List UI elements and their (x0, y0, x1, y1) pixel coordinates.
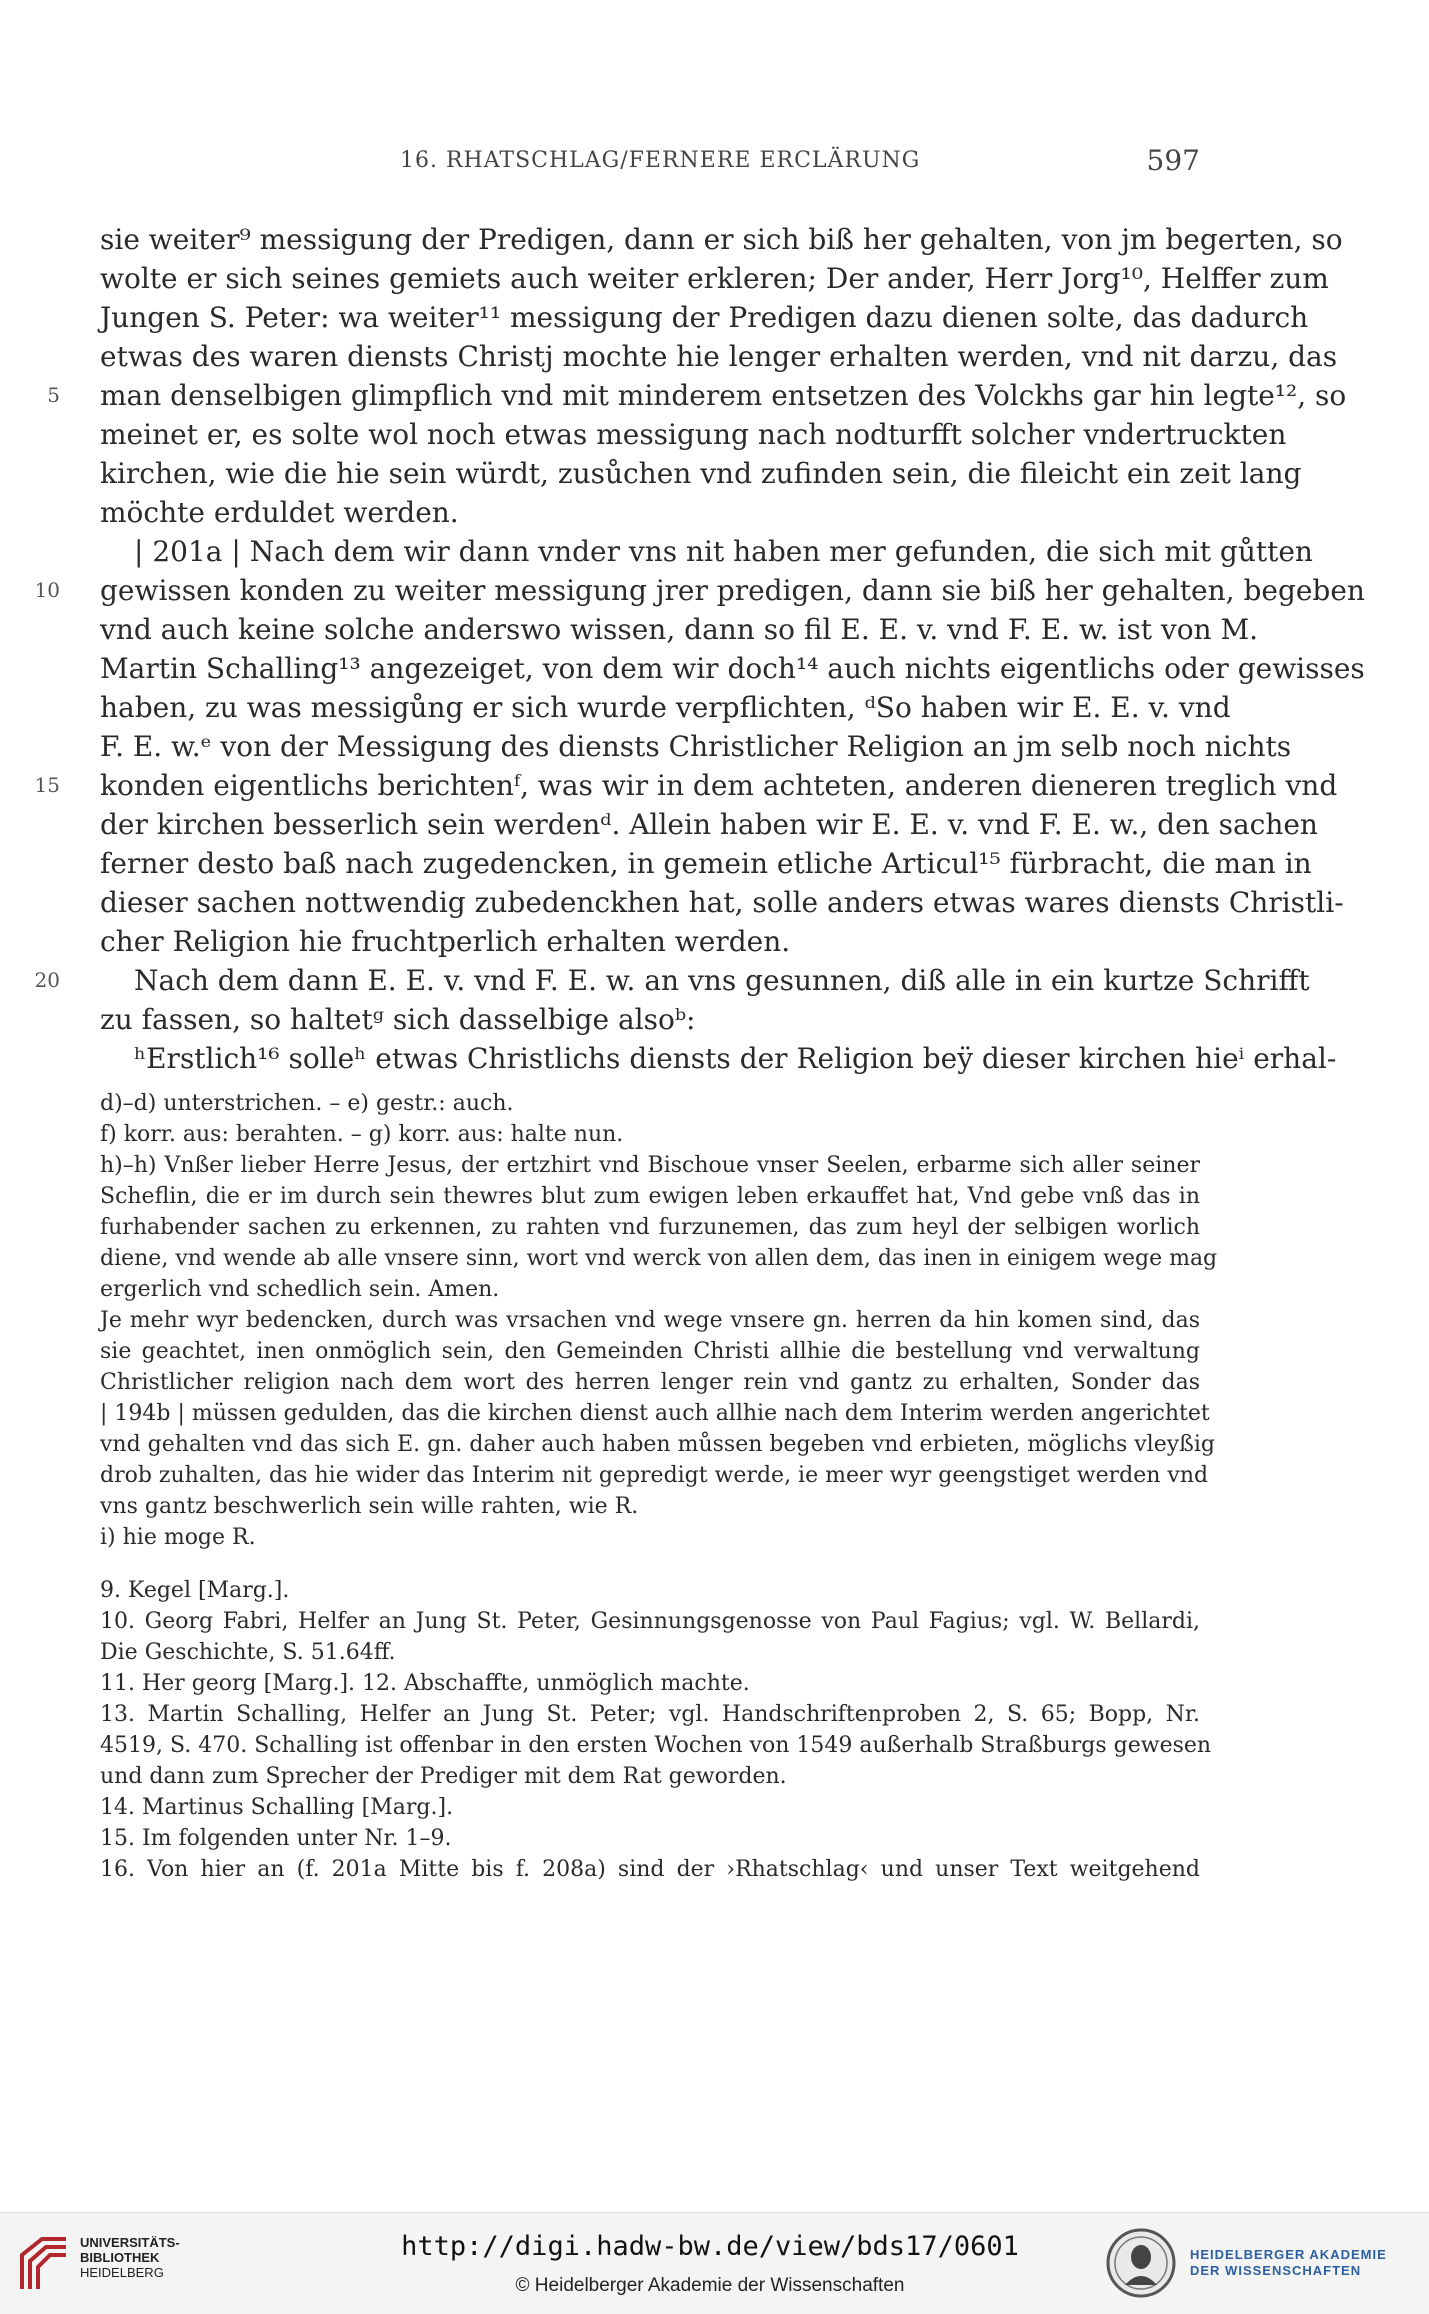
apparatus-line (100, 1212, 1200, 1243)
footnote-line (100, 1668, 1200, 1699)
apparatus-line-text: Je mehr wyr bedencken, durch was vrsachen vnd wege vnsere gn. herren da hin komen sind, das (100, 1308, 1200, 1333)
footnote-line (100, 1699, 1200, 1730)
apparatus-line (100, 1522, 1200, 1553)
apparatus-line-text: vns gantz beschwerlich sein wille rahten, wie R. (100, 1494, 639, 1519)
apparatus-line (100, 1336, 1200, 1367)
apparatus-line (100, 1119, 1200, 1150)
academy-name: HEIDELBERGER AKADEMIE DER WISSENSCHAFTEN (1190, 2247, 1387, 2278)
page-header (100, 144, 1200, 188)
apparatus-line (100, 1305, 1200, 1336)
line-text: sie weiter⁹ messigung der Predigen, dann er sich biß her gehalten, von jm begerten, so (100, 223, 1343, 256)
footnote-line-text: 4519, S. 470. Schalling ist offenbar in den ersten Wochen von 1549 außerhalb Straßburgs gewesen (100, 1733, 1212, 1758)
text-line (100, 298, 1309, 337)
text-line (100, 259, 1329, 298)
line-text: konden eigentlichs berichtenᶠ, was wir in dem achteten, anderen dieneren treglich vnd (100, 769, 1338, 802)
text-line (100, 493, 1200, 532)
line-text: dieser sachen nottwendig zubedenckhen hat, solle anders etwas wares diensts Christli- (100, 886, 1344, 919)
text-line (34, 766, 1338, 805)
line-text: möchte erduldet werden. (100, 496, 459, 529)
footnote-line-text: Die Geschichte, S. 51.64ff. (100, 1640, 396, 1665)
copyright-notice: © Heidelberger Akademie der Wissenschaften (515, 2275, 905, 2296)
apparatus-line-text: | 194b | müssen gedulden, das die kirchen dienst auch allhie nach dem Interim werden angerichtet (100, 1401, 1210, 1426)
footnote-line-text: 14. Martinus Schalling [Marg.]. (100, 1795, 454, 1820)
text-line (100, 727, 1292, 766)
footnote-line (100, 1792, 1200, 1823)
line-number: 5 (47, 383, 60, 407)
academy-seal-icon (1105, 2227, 1177, 2299)
text-line (100, 1039, 1337, 1078)
text-line (100, 610, 1259, 649)
apparatus-line-text: Christlicher religion nach dem wort des herren lenger rein vnd gantz zu erhalten, Sonder das (100, 1370, 1200, 1395)
text-line (100, 337, 1338, 376)
footnote-line (100, 1637, 1200, 1668)
line-text: etwas des waren diensts Christj mochte hie lenger erhalten werden, vnd nit darzu, das (100, 340, 1338, 373)
text-line (100, 883, 1344, 922)
main-text (34, 220, 1365, 1078)
line-text: man denselbigen glimpflich vnd mit minderem entsetzen des Volckhs gar hin legte¹², so (100, 379, 1347, 412)
apparatus-line-text: i) hie moge R. (100, 1525, 256, 1550)
footnote-line-text: 10. Georg Fabri, Helfer an Jung St. Peter, Gesinnungsgenosse von Paul Fagius; vgl. W. Bellardi, (100, 1609, 1200, 1634)
footnote-line-text: 16. Von hier an (f. 201a Mitte bis f. 208a) sind der ›Rhatschlag‹ und unser Text weitgehend (100, 1857, 1200, 1882)
footnote-line-text: 9. Kegel [Marg.]. (100, 1578, 290, 1603)
footnote-line (100, 1730, 1212, 1761)
text-line (100, 922, 1200, 961)
apparatus-line-text: d)–d) unterstrichen. – e) gestr.: auch. (100, 1091, 514, 1116)
notes-section (100, 1088, 1218, 1885)
apparatus-line (100, 1367, 1200, 1398)
footnote-line-text: 15. Im folgenden unter Nr. 1–9. (100, 1826, 452, 1851)
line-text: kirchen, wie die hie sein würdt, zusůchen vnd zufinden sein, die fileicht ein zeit lang (100, 457, 1302, 490)
text-line (100, 415, 1287, 454)
line-text: haben, zu was messigůng er sich wurde verpflichten, ᵈSo haben wir E. E. v. vnd (100, 691, 1231, 724)
apparatus-line (100, 1274, 1200, 1305)
viewer-footer (0, 2212, 1429, 2314)
line-text: Nach dem dann E. E. v. vnd F. E. w. an vns gesunnen, diß alle in ein kurtze Schrifft (134, 964, 1310, 997)
apparatus-line-text: furhabender sachen zu erkennen, zu rahten vnd furzunemen, das zum heyl der selbigen worlich (100, 1215, 1200, 1240)
footnotes (100, 1575, 1212, 1885)
university-library-logo-icon (16, 2233, 72, 2293)
text-line (100, 532, 1313, 571)
footnote-line (100, 1606, 1200, 1637)
apparatus-line-text: Scheflin, die er im durch sein thewres blut zum ewigen leben erkauffet hat, Vnd gebe vnß das in (100, 1184, 1200, 1209)
line-text: wolte er sich seines gemiets auch weiter erkleren; Der ander, Herr Jorg¹⁰, Helffer zum (100, 262, 1329, 295)
apparatus-line (100, 1150, 1200, 1181)
apparatus-line-text: sie geachtet, inen onmöglich sein, den Gemeinden Christi allhie die bestellung vnd verwaltung (100, 1339, 1200, 1364)
apparatus-line-text: vnd gehalten vnd das sich E. gn. daher auch haben můssen begeben vnd erbieten, möglichs vleyßig (100, 1432, 1215, 1457)
line-text: F. E. w.ᵉ von der Messigung des diensts Christlicher Religion an jm selb noch nichts (100, 730, 1292, 763)
running-title: 16. RHATSCHLAG/FERNERE ERCLÄRUNG (400, 148, 921, 173)
line-text: der kirchen besserlich sein werdenᵈ. Allein haben wir E. E. v. vnd F. E. w., den sachen (100, 808, 1318, 841)
line-number: 20 (34, 968, 60, 992)
text-line (100, 454, 1302, 493)
footnote-line (100, 1575, 1200, 1606)
text-line (100, 649, 1365, 688)
line-text: zu fassen, so haltetᵍ sich dasselbige alsoᵇ: (100, 1003, 696, 1036)
text-line (34, 961, 1310, 1000)
text-line (100, 805, 1318, 844)
footnote-line (100, 1823, 1200, 1854)
line-text: | 201a | Nach dem wir dann vnder vns nit haben mer gefunden, die sich mit gůtten (134, 535, 1313, 568)
apparatus-line-text: f) korr. aus: berahten. – g) korr. aus: halte nun. (100, 1122, 624, 1147)
apparatus-line (100, 1398, 1210, 1429)
page-number: 597 (1146, 144, 1200, 177)
line-text: meinet er, es solte wol noch etwas messigung nach nodturfft solcher vndertruckten (100, 418, 1287, 451)
apparatus-line-text: diene, vnd wende ab alle vnsere sinn, wort vnd werck von allen dem, das inen in einigem wege mag (100, 1246, 1218, 1271)
line-text: ferner desto baß nach zugedencken, in gemein etliche Articul¹⁵ fürbracht, die man in (100, 847, 1312, 880)
apparatus-line (100, 1460, 1209, 1491)
text-line (100, 844, 1312, 883)
line-text: cher Religion hie fruchtperlich erhalten werden. (100, 925, 791, 958)
line-text: vnd auch keine solche anderswo wissen, dann so fil E. E. v. vnd F. E. w. ist von M. (100, 613, 1259, 646)
text-line (47, 376, 1347, 415)
line-number: 10 (34, 578, 60, 602)
footnote-line (100, 1761, 1200, 1792)
text-line (34, 571, 1365, 610)
line-text: ʰErstlich¹⁶ solleʰ etwas Christlichs diensts der Religion beÿ dieser kirchen hieⁱ erhal- (134, 1042, 1337, 1075)
line-text: gewissen konden zu weiter messigung jrer predigen, dann sie biß her gehalten, begeben (100, 574, 1365, 607)
text-line (100, 1000, 1200, 1039)
footnote-line-text: 13. Martin Schalling, Helfer an Jung St. Peter; vgl. Handschriftenproben 2, S. 65; Bopp, Nr. (100, 1702, 1200, 1727)
text-line (100, 220, 1343, 259)
apparatus-line (100, 1491, 1200, 1522)
critical-apparatus (100, 1088, 1218, 1553)
footnote-line (100, 1854, 1200, 1885)
text-line (100, 688, 1231, 727)
footnote-line-text: und dann zum Sprecher der Prediger mit dem Rat geworden. (100, 1764, 787, 1789)
apparatus-line (100, 1088, 1200, 1119)
apparatus-line-text: drob zuhalten, das hie wider das Interim nit gepredigt werde, ie meer wyr geengstiget werden vnd (100, 1463, 1209, 1488)
apparatus-line-text: h)–h) Vnßer lieber Herre Jesus, der ertzhirt vnd Bischoue vnser Seelen, erbarme sich aller seiner (100, 1153, 1200, 1178)
apparatus-line (100, 1243, 1218, 1274)
line-number: 15 (34, 773, 60, 797)
apparatus-line (100, 1429, 1215, 1460)
line-text: Jungen S. Peter: wa weiter¹¹ messigung der Predigen dazu dienen solte, das dadurch (100, 301, 1309, 334)
document-url-link[interactable]: http://digi.hadw-bw.de/view/bds17/0601 (401, 2231, 1019, 2262)
apparatus-line-text: ergerlich vnd schedlich sein. Amen. (100, 1277, 500, 1302)
apparatus-line (100, 1181, 1200, 1212)
line-text: Martin Schalling¹³ angezeiget, von dem wir doch¹⁴ auch nichts eigentlichs oder gewisses (100, 652, 1365, 685)
footnote-line-text: 11. Her georg [Marg.]. 12. Abschaffte, unmöglich machte. (100, 1671, 750, 1696)
university-library-name: UNIVERSITÄTS- BIBLIOTHEK HEIDELBERG (80, 2235, 180, 2280)
